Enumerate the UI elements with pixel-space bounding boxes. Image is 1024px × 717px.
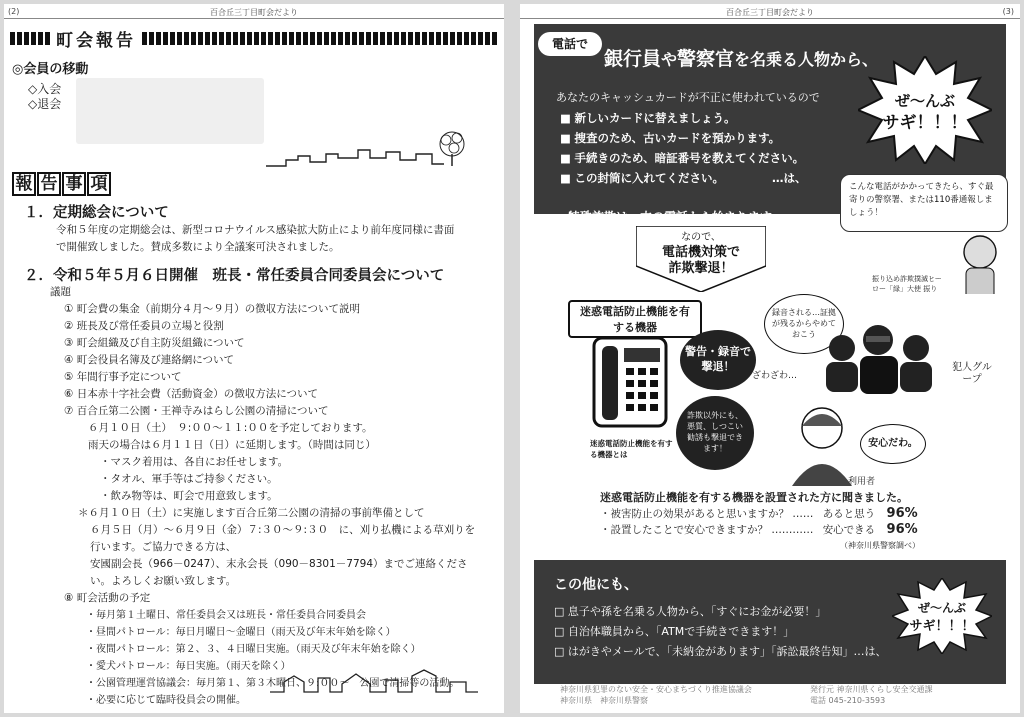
newsletter-page-2 <box>4 4 504 713</box>
agenda-list <box>50 301 475 420</box>
survey-answer: 安心できる <box>822 524 876 536</box>
fraud-item: ■ この封筒に入れてください。 …は、 <box>560 171 807 185</box>
fraud-item-text: 捜査のため、古いカードを預かります。 <box>574 131 781 145</box>
down-arrow-callout <box>636 226 766 292</box>
prep-line: 安國副会長（966－0247）、末永会長（090－8301－7794）までご連絡くださ <box>90 558 468 570</box>
other-title: この他にも、 <box>554 577 638 593</box>
cleanup-line: ・飲み物等は、町会で用意致します。 <box>100 490 278 502</box>
item1-line: で開催致しました。賛成多数により全議案可決されました。 <box>56 241 340 253</box>
other-item: □ 息子や孫を名乗る人物から、「すぐにお金が必要！」 <box>554 605 827 618</box>
scam-starburst <box>858 56 992 164</box>
arrow-text-2: 電話機対策で <box>661 245 741 260</box>
fraud-item: ■ 手続きのため、暗証番号を教えてください。 <box>560 151 805 165</box>
survey-value: 96% <box>886 522 918 537</box>
other-item-text: はがきやメールで、「未納金があります」「訴訟最終告知」…は、 <box>567 645 887 658</box>
activity-line: ・昼間パトロール：毎日月曜日～金曜日（雨天及び年末年始を除く） <box>86 627 396 638</box>
arrow-text-3: 詐欺撃退！ <box>668 261 734 276</box>
report-char: 事 <box>62 172 86 196</box>
item1-line: 令和５年度の定期総会は、新型コロナウイルス感染拡大防止により前年度同様に書面 <box>56 224 455 236</box>
activity-line: ・愛犬パトロール：毎日実施。（雨天を除く） <box>86 661 291 672</box>
other-item: □ 自治体職員から、「ATMで手続きできます！」 <box>554 625 795 638</box>
agenda-item: ⑦ 百合丘第二公園・王禅寺みはらし公園の清掃について <box>64 405 329 417</box>
section-title-bar <box>10 28 498 51</box>
other-item-text: 息子や孫を名乗る人物から、「すぐにお金が必要！」 <box>567 605 827 618</box>
fraud-item: ■ 新しいカードに替えましょう。 <box>560 111 736 125</box>
footer-left <box>560 684 752 706</box>
fraud-item-text: この封筒に入れてください。 <box>574 171 725 185</box>
report-char: 項 <box>87 172 111 196</box>
starts-with-call: 特殊詐欺は一本の電話から始まります… <box>568 210 785 224</box>
prep-line: 行います。ご協力できる方は、 <box>90 541 237 553</box>
burst2-text-2: サギ！！！ <box>909 619 975 634</box>
agenda-item: ③ 町会組織及び自主防災組織について <box>64 337 245 349</box>
survey-title: 迷惑電話防止機能を有する機器を設置された方に聞きました。 <box>600 491 908 504</box>
fraud-item: ■ 捜査のため、古いカードを預かります。 <box>560 131 781 145</box>
warning-bubble: 警告・録音で撃退！ <box>680 330 756 390</box>
cleanup-line: ６月１０日（土） ９:００～１１:００を予定しております。 <box>88 422 373 434</box>
survey-source: （神奈川県警察調べ） <box>840 541 920 550</box>
agenda-item: ② 班長及び常任委員の立場と役割 <box>64 320 224 332</box>
report-char: 報 <box>12 172 36 196</box>
device-note: 迷惑電話防止機能を有する機器とは <box>590 439 673 459</box>
member-out: ◇退会 <box>28 97 62 111</box>
phone-bubble: 電話で <box>538 32 602 56</box>
survey-value: 96% <box>886 506 918 521</box>
headline-or: や <box>661 50 678 69</box>
footer-right <box>810 684 933 706</box>
activity-line: ・毎月第１土曜日、常任委員会又は班長・常任委員合同委員会 <box>86 610 366 621</box>
other-item: □ はがきやメールで、「未納金があります」「訴訟最終告知」…は、 <box>554 645 887 658</box>
phone-device-icon <box>586 334 674 430</box>
fraud-subline: あなたのキャッシュカードが不正に使われているので <box>556 91 820 104</box>
townscape-footer-illustration <box>270 666 480 696</box>
headline-bank: 銀行員 <box>604 48 662 70</box>
burst2-text-1: ぜ～んぶ <box>917 601 967 615</box>
agenda-block <box>50 284 475 709</box>
agenda-item: ① 町会費の集金（前期分４月～９月）の徴収方法について説明 <box>64 303 361 315</box>
page-number: (3) <box>1002 7 1014 16</box>
item2-title: ２．令和５年５月６日開催 班長・常任委員合同委員会について <box>24 268 445 284</box>
other-uses-bubble: 詐欺以外にも、悪質、しつこい勧誘も撃退できます！ <box>676 396 754 470</box>
report-char: 告 <box>37 172 61 196</box>
member-in: ◇入会 <box>28 82 62 96</box>
header-title: 百合丘三丁目町会だより <box>726 8 814 17</box>
section-bar-left <box>10 32 50 45</box>
prep-detail <box>50 505 475 590</box>
agenda-label: 議題 <box>50 286 71 298</box>
page-number: (2) <box>8 7 20 16</box>
redacted-names <box>76 78 264 144</box>
prep-line: ＊６月１０日（土）に実施します百合丘第二公園の清掃の事前準備として <box>78 507 425 519</box>
footer-org2: 神奈川県 神奈川県警察 <box>560 696 648 705</box>
cleanup-detail <box>50 420 475 505</box>
device-title: 迷惑電話防止機能を有する機器 <box>568 300 702 338</box>
activity-line: ・必要に応じて臨時役員会の開催。 <box>86 695 246 706</box>
survey-answer: あると思う <box>822 508 876 520</box>
section-bar-right <box>142 32 498 45</box>
scam-starburst-small <box>892 578 992 654</box>
criminal-group-illustration <box>818 320 944 396</box>
survey-question: ・被害防止の効果があると思いますか？ …… <box>600 508 814 520</box>
report-callout: こんな電話がかかってきたら、すぐ最寄りの警察署、または110番通報しましょう！ <box>840 174 1008 232</box>
agenda-item-8: ⑧ 町会活動の予定 <box>64 592 151 604</box>
agenda-item: ⑥ 日本赤十字社会費（活動資金）の徴収方法について <box>64 388 319 400</box>
fraud-item-text: 手続きのため、暗証番号を教えてください。 <box>574 151 805 165</box>
agenda-item: ④ 町会役員名簿及び連絡網について <box>64 354 235 366</box>
thought-bubble: 録音される…証拠が残るからやめておこう <box>764 294 844 354</box>
cleanup-line: ・マスク着用は、各自にお任せします。 <box>100 456 289 468</box>
criminal-group-label: 犯人グループ <box>952 362 992 385</box>
other-list <box>554 602 886 662</box>
page-header <box>4 7 504 17</box>
member-heading: ◎会員の移動 <box>12 62 89 77</box>
burst-text-2: サギ！！！ <box>882 113 968 133</box>
townscape-illustration <box>266 128 484 170</box>
newsletter-page-3 <box>520 4 1020 713</box>
activity-line: ・夜間パトロール：第２、３、４日曜日実施。（雨天及び年末年始を除く） <box>86 644 421 655</box>
headline <box>604 44 878 71</box>
headline-police: 警察官 <box>677 48 735 70</box>
other-item-text: 自治体職員から、「ATMで手続きできます！」 <box>567 625 795 638</box>
user-label: 利用者 <box>848 477 876 487</box>
prep-line: ６月５日（月）～６月９日（金）７:３０～９:３０ に、刈り払機による草刈りを <box>90 524 476 536</box>
headline-rest: を名乗る人物から、 <box>734 50 879 69</box>
agenda-item: ⑤ 年間行事予定について <box>64 371 182 383</box>
cleanup-line: 雨天の場合は６月１１日（日）に延期します。（時間は同じ） <box>88 439 376 451</box>
footer-phone: 電話 045-210-3593 <box>810 696 886 705</box>
mascot-caption: 振り込め詐欺撲滅ヒーロー「緑」大使 振り <box>872 275 942 293</box>
report-heading <box>12 172 111 196</box>
cleanup-line: ・タオル、軍手等はご持参ください。 <box>100 473 278 485</box>
survey-row <box>600 522 920 538</box>
page-header <box>520 7 1020 17</box>
header-title: 百合丘三丁目町会だより <box>210 8 298 17</box>
safe-bubble: 安心だわ。 <box>860 424 926 464</box>
fraud-item-text: 新しいカードに替えましょう。 <box>574 111 736 125</box>
section-title: 町会報告 <box>56 30 136 51</box>
fraud-phrases <box>556 88 820 188</box>
arrow-text-1: なので、 <box>681 232 721 243</box>
survey-block <box>600 490 920 554</box>
footer-publisher: 発行元 神奈川県くらし安全交通課 <box>810 685 933 694</box>
survey-question: ・設置したことで安心できますか？ ………… <box>600 524 814 536</box>
footer-org: 神奈川県犯罪のない安全・安心まちづくり推進協議会 <box>560 685 752 694</box>
item1-body <box>56 222 454 256</box>
burst-text-1: ぜ～んぶ <box>894 92 956 110</box>
item1-title: １．定期総会について <box>24 205 169 221</box>
fraud-tail: …は、 <box>772 171 807 185</box>
survey-row <box>600 506 920 522</box>
zawa-text: ざわざわ… <box>752 371 798 381</box>
prep-line: い。よろしくお願い致します。 <box>90 575 237 587</box>
other-scams-panel <box>534 560 1006 684</box>
activity-line: ・公園管理運営協議会：毎月第１、第３木曜日、９:００～ 公園で清掃等の活動。 <box>86 678 460 689</box>
